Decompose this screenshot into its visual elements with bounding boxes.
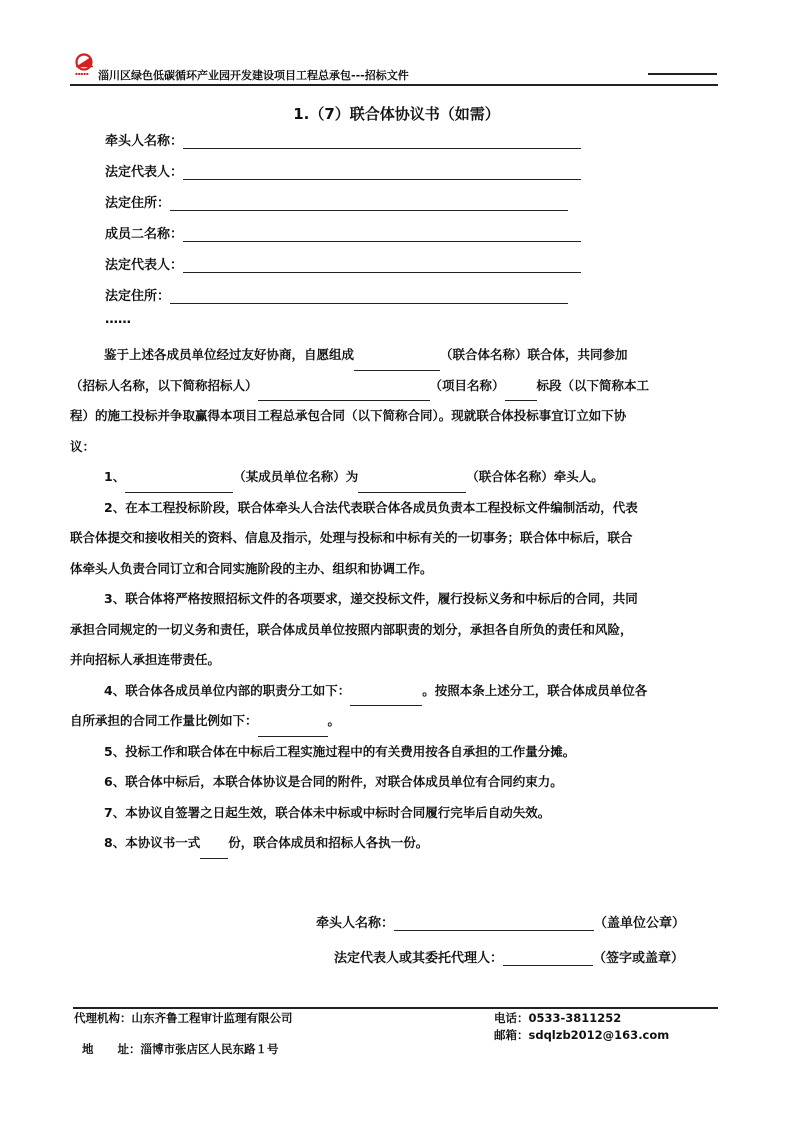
- clause-5: 5、投标工作和联合体在中标后工程实施过程中的有关费用按各自承担的工作量分摊。: [104, 743, 576, 759]
- preamble-line-3: 程）的施工投标并争取赢得本项目工程总承包合同（以下简称合同）。现就联合体投标事宜订立如下协: [70, 408, 627, 423]
- blank-line: [170, 196, 568, 211]
- text: 自所承担的合同工作量比例如下：: [70, 713, 258, 728]
- text: （项目名称）: [429, 377, 505, 393]
- preamble-line-4: 议：: [70, 438, 96, 454]
- field-label: 法定代表人：: [105, 258, 184, 273]
- field-label: 法定代表人：: [105, 165, 184, 180]
- text: 8、本协议书一式: [104, 835, 201, 850]
- blank-line: [350, 691, 422, 706]
- field-label: 法定住所：: [105, 196, 171, 211]
- clause-6: 6、联合体中标后，本联合体协议是合同的附件，对联合体成员单位有合同约束力。: [104, 774, 563, 789]
- blank-line: [183, 165, 581, 180]
- footer-agency-value: 山东齐鲁工程审计监理有限公司: [131, 1011, 293, 1025]
- clause-8: [70, 828, 730, 859]
- clause-7: 7、本协议自签署之日起生效，联合体未中标或中标时合同履行完毕后自动失效。: [104, 804, 551, 820]
- field-member2-rep: [105, 254, 581, 273]
- footer-agency-label: 代理机构：: [74, 1011, 132, 1025]
- footer-address: [74, 1027, 279, 1057]
- blank-line: [358, 478, 466, 493]
- clause-2-line-1: 2、在本工程投标阶段，联合体牵头人合法代表联合体各成员负责本工程投标文件编制活动，代表: [104, 499, 638, 515]
- text: （联合体名称）牵头人。: [466, 469, 604, 484]
- field-lead-name: [105, 130, 581, 149]
- footer-rule: [73, 1007, 718, 1009]
- blank-line: [258, 386, 430, 401]
- blank-line: [505, 386, 537, 401]
- footer-phone-label: 电话：: [494, 1011, 529, 1025]
- field-lead-rep: [105, 161, 581, 180]
- text: （联合体名称）联合体，共同参加: [440, 347, 628, 362]
- field-label: 法定住所：: [105, 289, 171, 304]
- text: 1、: [104, 469, 126, 484]
- text: 。: [327, 713, 341, 728]
- blank-line: [170, 289, 568, 304]
- footer-address-value: 淄博市张店区人民东路１号: [140, 1042, 279, 1056]
- clause-4-line-1: [70, 676, 730, 707]
- page-title: 1.（7）联合体协议书（如需）: [293, 105, 500, 123]
- signature-rep-label: 法定代表人或其委托代理人：: [334, 951, 504, 966]
- field-lead-address: [105, 192, 568, 211]
- footer-email-label: 邮箱：: [494, 1028, 529, 1042]
- clause-2-line-2: 联合体提交和接收相关的资料、信息及指示，处理与投标和中标有关的一切事务；联合体中标后，联合: [70, 530, 633, 545]
- blank-line: [125, 478, 233, 493]
- text: 。按照本条上述分工，联合体成员单位各: [422, 682, 648, 698]
- footer-email: [494, 1027, 669, 1043]
- svg-text:▪▪▪▪▪: ▪▪▪▪▪: [75, 71, 89, 76]
- blank-line: [183, 134, 581, 149]
- footer-phone: [494, 1010, 621, 1026]
- company-logo-icon: [74, 53, 96, 77]
- agreement-body: [70, 340, 730, 859]
- signature-blank: [394, 916, 594, 931]
- footer-email-value[interactable]: sdqlzb2012@163.com: [528, 1028, 670, 1042]
- text: 份，联合体成员和招标人各执一份。: [228, 835, 429, 850]
- clause-4-line-2: [70, 706, 730, 737]
- blank-line: [258, 722, 328, 737]
- signature-lead-note: （盖单位公章）: [594, 916, 686, 931]
- text: 鉴于上述各成员单位经过友好协商，自愿组成: [104, 347, 355, 362]
- clause-2-line-3: 体牵头人负责合同订立和合同实施阶段的主办、组织和协调工作。: [70, 560, 433, 576]
- blank-line: [183, 258, 581, 273]
- signature-lead: [316, 912, 685, 931]
- footer-address-label: 地 址：: [82, 1042, 141, 1056]
- blank-line: [183, 227, 581, 242]
- signature-rep-note: （签字或盖章）: [593, 951, 685, 966]
- preamble-line-2: [70, 371, 730, 402]
- text: （招标人名称，以下简称招标人）: [70, 377, 258, 393]
- clause-3-line-1: 3、联合体将严格按照招标文件的各项要求，递交投标文件，履行投标义务和中标后的合同，共同: [104, 591, 638, 606]
- blank-line: [354, 356, 440, 371]
- header-title: 淄川区绿色低碳循环产业园开发建设项目工程总承包---招标文件: [98, 69, 409, 82]
- header-rule: [70, 84, 718, 86]
- preamble-line-1: [70, 340, 730, 371]
- field-member2-name: [105, 223, 581, 242]
- clause-1: [70, 462, 730, 493]
- signature-rep: [334, 947, 684, 966]
- signature-blank: [503, 951, 593, 966]
- field-label: 成员二名称：: [105, 227, 184, 242]
- blank-line: [200, 844, 228, 859]
- ellipsis: ……: [105, 312, 131, 327]
- header-short-rule: [648, 73, 717, 75]
- text: 标段（以下简称本工: [536, 377, 650, 393]
- field-label: 牵头人名称：: [105, 134, 184, 149]
- signature-lead-label: 牵头人名称：: [316, 916, 395, 931]
- footer-phone-value: 0533-3811252: [528, 1011, 622, 1025]
- footer-agency: [74, 1010, 293, 1026]
- text: 4、联合体各成员单位内部的职责分工如下：: [104, 682, 351, 698]
- field-member2-address: [105, 285, 568, 304]
- clause-3-line-3: 并向招标人承担连带责任。: [70, 652, 221, 667]
- clause-3-line-2: 承担合同规定的一切义务和责任，联合体成员单位按照内部职责的划分，承担各自所负的责任和风险，: [70, 621, 633, 637]
- text: （某成员单位名称）为: [233, 469, 359, 484]
